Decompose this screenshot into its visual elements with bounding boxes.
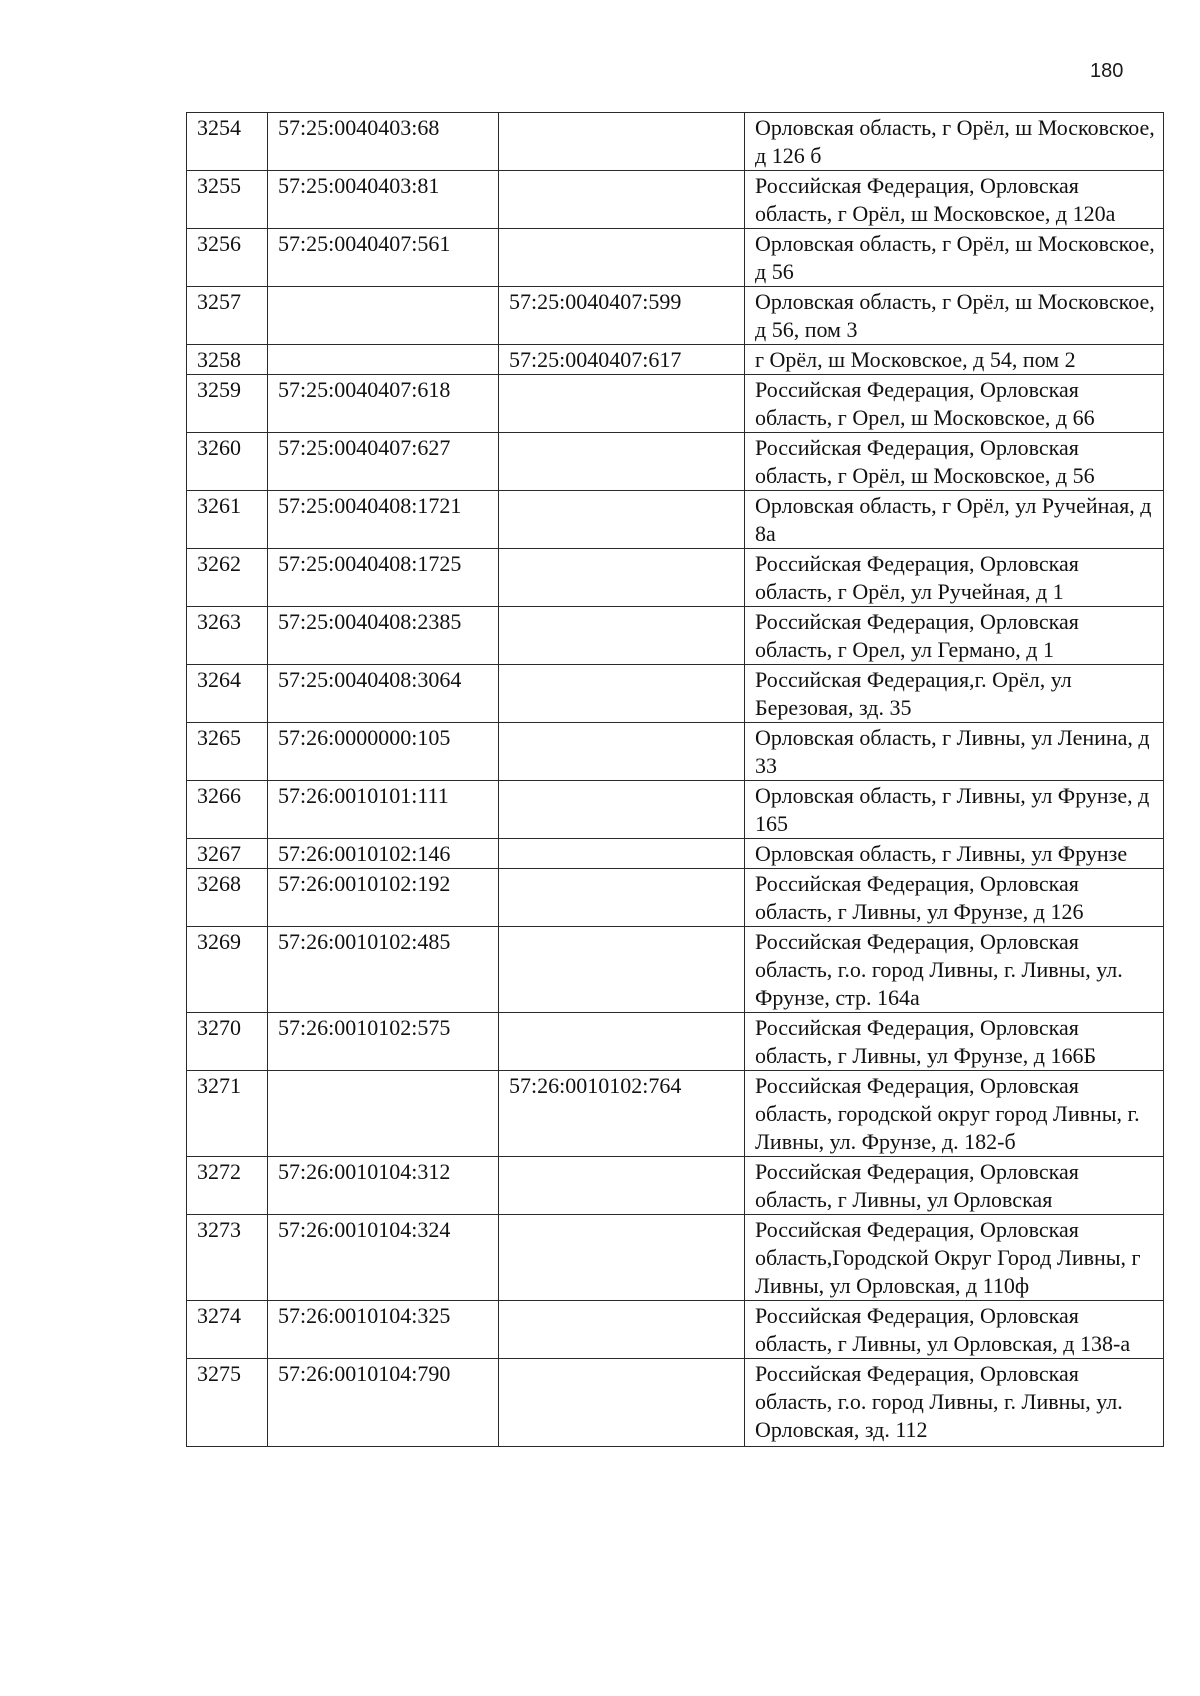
cell-address: Российская Федерация, Орловская область, г Ливны, ул Орловская, д 138-а [745, 1301, 1164, 1359]
cell-building-cadastral-number: 57:25:0040407:599 [499, 287, 745, 345]
cell-building-cadastral-number [499, 781, 745, 839]
cell-building-cadastral-number [499, 171, 745, 229]
cell-number: 3272 [187, 1157, 268, 1215]
cell-number: 3266 [187, 781, 268, 839]
cell-building-cadastral-number: 57:25:0040407:617 [499, 345, 745, 375]
cell-number: 3270 [187, 1013, 268, 1071]
table-row [187, 375, 1164, 433]
cell-land-cadastral-number: 57:26:0010101:111 [268, 781, 499, 839]
cell-land-cadastral-number: 57:25:0040403:68 [268, 113, 499, 171]
cell-address: Российская Федерация, Орловская область, г Орёл, ш Московское, д 56 [745, 433, 1164, 491]
cell-number: 3258 [187, 345, 268, 375]
cell-building-cadastral-number [499, 375, 745, 433]
cell-building-cadastral-number [499, 1013, 745, 1071]
table-body [187, 113, 1164, 1447]
cell-address: Российская Федерация, Орловская область, городской округ город Ливны, г. Ливны, ул. Фрунзе, д. 182-б [745, 1071, 1164, 1157]
cell-building-cadastral-number [499, 723, 745, 781]
table-row [187, 549, 1164, 607]
cell-number: 3265 [187, 723, 268, 781]
cell-building-cadastral-number [499, 607, 745, 665]
cell-building-cadastral-number: 57:26:0010102:764 [499, 1071, 745, 1157]
cell-land-cadastral-number: 57:25:0040408:2385 [268, 607, 499, 665]
cell-number: 3268 [187, 869, 268, 927]
cell-address: Орловская область, г Орёл, ш Московское, д 56 [745, 229, 1164, 287]
cell-building-cadastral-number [499, 665, 745, 723]
cell-building-cadastral-number [499, 491, 745, 549]
cell-address: Российская Федерация, Орловская область, г.о. город Ливны, г. Ливны, ул. Фрунзе, стр. 164а [745, 927, 1164, 1013]
cell-address: Орловская область, г Орёл, ш Московское, д 56, пом 3 [745, 287, 1164, 345]
cell-address: Орловская область, г Ливны, ул Ленина, д 33 [745, 723, 1164, 781]
cell-land-cadastral-number: 57:25:0040408:1721 [268, 491, 499, 549]
table-row [187, 345, 1164, 375]
cell-land-cadastral-number: 57:25:0040403:81 [268, 171, 499, 229]
cell-building-cadastral-number [499, 113, 745, 171]
table-row [187, 1301, 1164, 1359]
cell-address: Российская Федерация, Орловская область, г Орёл, ш Московское, д 120а [745, 171, 1164, 229]
cell-building-cadastral-number [499, 549, 745, 607]
table-row [187, 607, 1164, 665]
cell-land-cadastral-number [268, 287, 499, 345]
cell-building-cadastral-number [499, 1359, 745, 1447]
cell-land-cadastral-number: 57:25:0040407:627 [268, 433, 499, 491]
cell-number: 3267 [187, 839, 268, 869]
cell-land-cadastral-number: 57:26:0010102:575 [268, 1013, 499, 1071]
cell-address: Орловская область, г Ливны, ул Фрунзе [745, 839, 1164, 869]
table-row [187, 839, 1164, 869]
cell-building-cadastral-number [499, 1215, 745, 1301]
cell-number: 3275 [187, 1359, 268, 1447]
cell-number: 3263 [187, 607, 268, 665]
cell-number: 3257 [187, 287, 268, 345]
table-row [187, 869, 1164, 927]
cell-address: Российская Федерация, Орловская область, г Ливны, ул Фрунзе, д 166Б [745, 1013, 1164, 1071]
cell-land-cadastral-number: 57:26:0010104:790 [268, 1359, 499, 1447]
cell-address: Российская Федерация, Орловская область,Городской Округ Город Ливны, г Ливны, ул Орловская, д 110ф [745, 1215, 1164, 1301]
cell-land-cadastral-number: 57:25:0040408:1725 [268, 549, 499, 607]
cell-address: Российская Федерация,г. Орёл, ул Березовая, зд. 35 [745, 665, 1164, 723]
table-row [187, 723, 1164, 781]
cell-land-cadastral-number: 57:26:0010102:146 [268, 839, 499, 869]
cell-number: 3259 [187, 375, 268, 433]
table-row [187, 491, 1164, 549]
cell-land-cadastral-number: 57:26:0000000:105 [268, 723, 499, 781]
table-row [187, 229, 1164, 287]
table-row [187, 1013, 1164, 1071]
cell-address: г Орёл, ш Московское, д 54, пом 2 [745, 345, 1164, 375]
cell-building-cadastral-number [499, 433, 745, 491]
cell-number: 3254 [187, 113, 268, 171]
cell-building-cadastral-number [499, 927, 745, 1013]
cell-building-cadastral-number [499, 869, 745, 927]
cell-number: 3256 [187, 229, 268, 287]
cell-building-cadastral-number [499, 229, 745, 287]
cell-number: 3262 [187, 549, 268, 607]
table-row [187, 1071, 1164, 1157]
cell-address: Орловская область, г Ливны, ул Фрунзе, д 165 [745, 781, 1164, 839]
cell-land-cadastral-number: 57:25:0040407:561 [268, 229, 499, 287]
cell-address: Российская Федерация, Орловская область, г Ливны, ул Фрунзе, д 126 [745, 869, 1164, 927]
cell-land-cadastral-number [268, 1071, 499, 1157]
cell-land-cadastral-number: 57:26:0010104:325 [268, 1301, 499, 1359]
cell-land-cadastral-number: 57:25:0040408:3064 [268, 665, 499, 723]
cell-address: Российская Федерация, Орловская область, г Ливны, ул Орловская [745, 1157, 1164, 1215]
cell-building-cadastral-number [499, 1301, 745, 1359]
cell-number: 3264 [187, 665, 268, 723]
cell-address: Орловская область, г Орёл, ул Ручейная, д 8а [745, 491, 1164, 549]
cell-number: 3273 [187, 1215, 268, 1301]
table-row [187, 287, 1164, 345]
cell-number: 3261 [187, 491, 268, 549]
cell-number: 3269 [187, 927, 268, 1013]
cell-land-cadastral-number: 57:26:0010102:192 [268, 869, 499, 927]
cell-number: 3274 [187, 1301, 268, 1359]
cell-address: Российская Федерация, Орловская область, г Орел, ул Германо, д 1 [745, 607, 1164, 665]
cell-land-cadastral-number: 57:26:0010102:485 [268, 927, 499, 1013]
cell-building-cadastral-number [499, 1157, 745, 1215]
cell-address: Российская Федерация, Орловская область, г Орел, ш Московское, д 66 [745, 375, 1164, 433]
table-row [187, 1157, 1164, 1215]
table-row [187, 1215, 1164, 1301]
cell-land-cadastral-number: 57:26:0010104:312 [268, 1157, 499, 1215]
cell-land-cadastral-number: 57:25:0040407:618 [268, 375, 499, 433]
cell-address: Орловская область, г Орёл, ш Московское, д 126 б [745, 113, 1164, 171]
cell-building-cadastral-number [499, 839, 745, 869]
cell-land-cadastral-number [268, 345, 499, 375]
cell-number: 3271 [187, 1071, 268, 1157]
cell-number: 3255 [187, 171, 268, 229]
page-number: 180 [1090, 60, 1124, 82]
table-row [187, 171, 1164, 229]
table-row [187, 433, 1164, 491]
cell-land-cadastral-number: 57:26:0010104:324 [268, 1215, 499, 1301]
table-row [187, 113, 1164, 171]
property-registry-table [186, 112, 1164, 1447]
table-row [187, 665, 1164, 723]
table-row [187, 927, 1164, 1013]
table-row [187, 1359, 1164, 1447]
cell-address: Российская Федерация, Орловская область, г.о. город Ливны, г. Ливны, ул. Орловская, зд. 112 [745, 1359, 1164, 1447]
cell-number: 3260 [187, 433, 268, 491]
cell-address: Российская Федерация, Орловская область, г Орёл, ул Ручейная, д 1 [745, 549, 1164, 607]
table-row [187, 781, 1164, 839]
